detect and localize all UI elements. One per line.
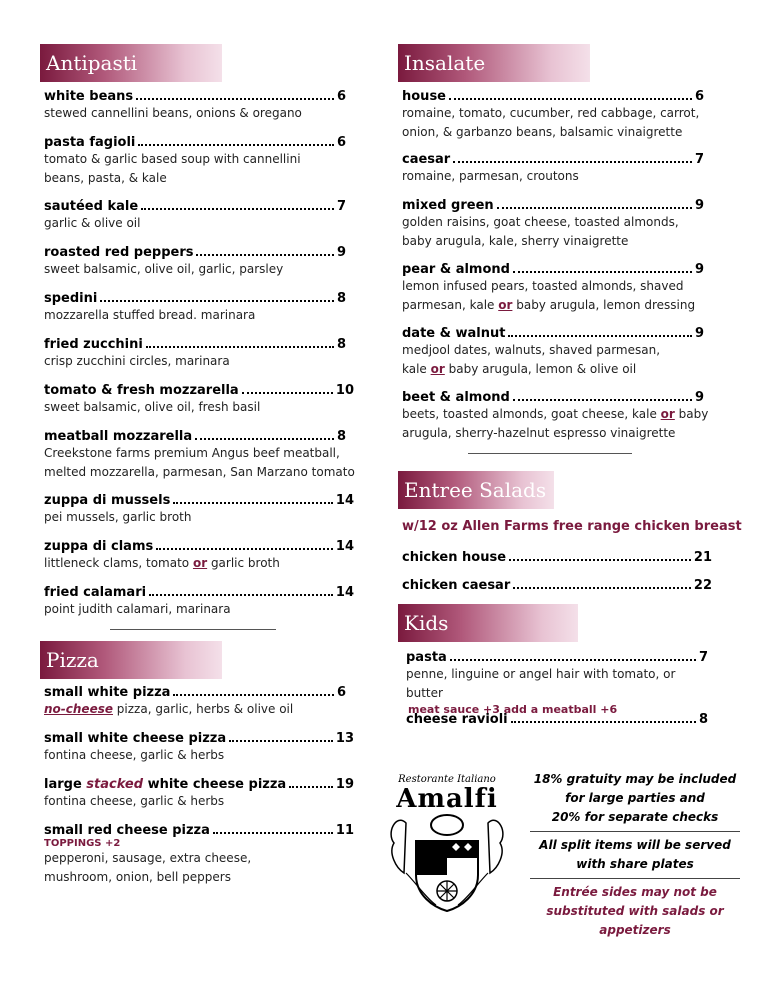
item-description: fontina cheese, garlic & herbs: [44, 748, 225, 762]
note-text: All split items will be served: [539, 838, 731, 852]
item-description: no-cheese pizza, garlic, herbs & olive oil: [44, 702, 294, 716]
item-name: fried calamari: [44, 585, 147, 600]
item-name: roasted red peppers: [44, 245, 194, 260]
menu-item: [44, 288, 346, 325]
item-price: 7: [694, 152, 704, 167]
item-price: 8: [698, 712, 708, 727]
item-name: chicken caesar: [402, 578, 511, 593]
item-description: tomato & garlic based soup with cannellini beans, pasta, & kale: [44, 152, 301, 185]
menu-item: [44, 728, 354, 765]
item-description: Creekstone farms premium Angus beef meatball, melted mozzarella, parmesan, San Marzano tomato: [44, 446, 355, 479]
section-header-antipasti: [40, 44, 222, 82]
item-price: 14: [335, 585, 354, 600]
divider: [530, 831, 740, 832]
item-price: 9: [694, 198, 704, 213]
item-name: fried zucchini: [44, 337, 143, 352]
menu-item: [44, 380, 354, 417]
item-description: stewed cannellini beans, onions & oregano: [44, 106, 302, 120]
item-price: 14: [335, 493, 354, 508]
item-price: 6: [336, 685, 346, 700]
menu-item: [402, 259, 704, 315]
item-name: zuppa di clams: [44, 539, 154, 554]
menu-item: [44, 820, 354, 887]
item-price: 9: [694, 262, 704, 277]
coat-of-arms-icon: [386, 813, 508, 913]
item-name: date & walnut: [402, 326, 506, 341]
item-price: 6: [336, 135, 346, 150]
item-description: pepperoni, sausage, extra cheese, mushroom, onion, bell peppers: [44, 851, 252, 884]
item-price: 8: [336, 429, 346, 444]
item-description: romaine, parmesan, croutons: [402, 169, 579, 183]
item-name: small white pizza: [44, 685, 171, 700]
item-description: garlic & olive oil: [44, 216, 141, 230]
note-text: for large parties and: [565, 791, 705, 805]
item-price: 21: [693, 550, 712, 565]
item-description: beets, toasted almonds, goat cheese, kale or baby arugula, sherry-hazelnut espresso vinaigrette: [402, 407, 709, 440]
menu-item: [44, 426, 355, 482]
menu-item: [402, 323, 704, 379]
section-title: Entree Salads: [404, 478, 547, 502]
restaurant-logo: [386, 774, 508, 917]
item-name: spedini: [44, 291, 98, 306]
item-name: chicken house: [402, 550, 507, 565]
item-name: zuppa di mussels: [44, 493, 171, 508]
item-price: 6: [694, 89, 704, 104]
item-name: mixed green: [402, 198, 494, 213]
section-header-pizza: [40, 641, 222, 679]
divider: [530, 878, 740, 879]
item-description: romaine, tomato, cucumber, red cabbage, carrot, onion, & garbanzo beans, balsamic vinaigrette: [402, 106, 700, 139]
menu-item: [44, 582, 354, 619]
menu-item: [44, 196, 346, 233]
item-description: lemon infused pears, toasted almonds, shaved parmesan, kale or baby arugula, lemon dressing: [402, 279, 696, 312]
item-name: beet & almond: [402, 390, 510, 405]
toppings-label: TOPPINGS +2: [44, 838, 121, 849]
menu-item: [402, 575, 712, 593]
menu-item: [406, 709, 708, 727]
menu-item: [44, 86, 346, 123]
note-text: with share plates: [576, 857, 694, 871]
section-header-kids: [398, 604, 578, 642]
item-price: 9: [336, 245, 346, 260]
note-text: 20% for separate checks: [551, 810, 719, 824]
menu-item: [44, 536, 354, 573]
item-name: pasta: [406, 650, 447, 665]
item-description: medjool dates, walnuts, shaved parmesan, kale or baby arugula, lemon & olive oil: [402, 343, 661, 376]
item-description: littleneck clams, tomato or garlic broth: [44, 556, 280, 570]
section-title: Kids: [404, 611, 449, 635]
item-price: 7: [698, 650, 708, 665]
item-name: caesar: [402, 152, 451, 167]
menu-item: [402, 149, 704, 186]
note-text: substituted with salads or appetizers: [546, 904, 724, 937]
item-price: 11: [335, 823, 354, 838]
item-description: fontina cheese, garlic & herbs: [44, 794, 225, 808]
item-name: small white cheese pizza: [44, 731, 227, 746]
item-price: 22: [693, 578, 712, 593]
item-name: large stacked white cheese pizza: [44, 777, 287, 792]
menu-item: [402, 86, 704, 142]
item-price: 9: [694, 390, 704, 405]
entree-subtitle: w/12 oz Allen Farms free range chicken breast: [402, 519, 742, 534]
menu-item: [44, 682, 346, 719]
item-price: 9: [694, 326, 704, 341]
divider: [110, 629, 276, 630]
menu-item: [402, 387, 709, 443]
section-header-insalate: [398, 44, 590, 82]
item-name: house: [402, 89, 446, 104]
item-price: 7: [336, 199, 346, 214]
item-name: tomato & fresh mozzarella: [44, 383, 239, 398]
item-price: 8: [336, 291, 346, 306]
menu-item: [44, 334, 346, 371]
note-text: Entrée sides may not be: [553, 885, 717, 899]
note-text: 18% gratuity may be included: [533, 772, 737, 786]
logo-title: Amalfi: [396, 784, 498, 814]
item-description: golden raisins, goat cheese, toasted almonds, baby arugula, kale, sherry vinaigrette: [402, 215, 679, 248]
item-description: mozzarella stuffed bread. marinara: [44, 308, 256, 322]
divider: [468, 453, 632, 454]
menu-item: [406, 647, 708, 716]
item-price: 13: [335, 731, 354, 746]
item-name: white beans: [44, 89, 134, 104]
item-name: pear & almond: [402, 262, 510, 277]
policy-notes: [520, 770, 750, 940]
item-name: small red cheese pizza: [44, 823, 210, 838]
item-name: meatball mozzarella: [44, 429, 193, 444]
section-title: Pizza: [46, 648, 99, 672]
menu-item: [44, 242, 346, 279]
section-header-entree-salads: [398, 471, 554, 509]
item-description: penne, linguine or angel hair with tomato, or butter: [406, 667, 676, 700]
item-name: cheese ravioli: [406, 712, 508, 727]
item-description: crisp zucchini circles, marinara: [44, 354, 230, 368]
menu-item: [44, 490, 354, 527]
logo-subtitle: Restorante Italiano: [398, 774, 496, 785]
item-price: 6: [336, 89, 346, 104]
menu-item: [44, 132, 346, 188]
menu-item: [402, 547, 712, 565]
section-title: Antipasti: [46, 51, 138, 75]
item-extras: meat sauce +3 add a meatball +6: [408, 703, 618, 716]
item-description: sweet balsamic, olive oil, garlic, parsley: [44, 262, 284, 276]
item-name: sautéed kale: [44, 199, 139, 214]
item-price: 8: [336, 337, 346, 352]
item-name: pasta fagioli: [44, 135, 136, 150]
item-description: point judith calamari, marinara: [44, 602, 231, 616]
menu-item: [44, 774, 354, 811]
item-price: 10: [335, 383, 354, 398]
item-description: sweet balsamic, olive oil, fresh basil: [44, 400, 261, 414]
menu-item: [402, 195, 704, 251]
item-description: pei mussels, garlic broth: [44, 510, 192, 524]
section-title: Insalate: [404, 51, 486, 75]
item-price: 19: [335, 777, 354, 792]
item-price: 14: [335, 539, 354, 554]
